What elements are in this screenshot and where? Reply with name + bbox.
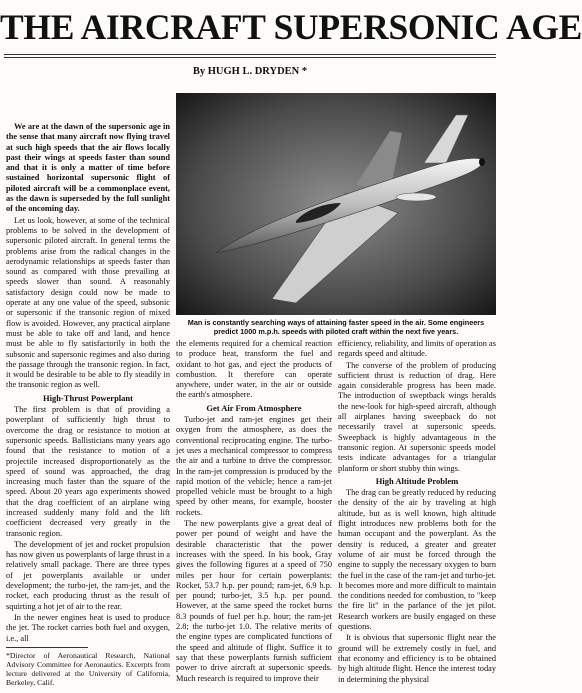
footnote-rule xyxy=(6,647,88,648)
caption-line: predict 1000 m.p.h. speeds with piloted craft within the next five years. xyxy=(213,327,459,336)
article-title: THE AIRCRAFT SUPERSONIC AGE xyxy=(0,7,582,47)
aircraft-illustration xyxy=(176,93,496,315)
section-heading: High-Thrust Powerplant xyxy=(43,392,133,403)
aircraft-photo xyxy=(176,93,496,315)
title-rule-top xyxy=(4,54,496,55)
exhaust xyxy=(479,158,485,166)
paragraph: the elements required for a chemical reaction to produce heat, transform the fuel and oxidant to hot gas, and eject the products of combustion. It therefore can operate anywhere, under water, in the air or outside the earth's atmosphere. xyxy=(176,339,332,400)
section-heading: High Altitude Problem xyxy=(375,475,459,486)
title-rule-bottom xyxy=(4,57,496,58)
paragraph: In the newer engines heat is used to produce the jet. The rocket carries both fuel and oxygen, i.e., all xyxy=(6,612,170,643)
paragraph: The drag can be greatly reduced by reducing the density of the air by traveling at high altitude, but as is well known, high altitude flight introduces new problems both for the human occupant and the powerplant. As the density is reduced, a greater and greater volume of air must be forced through the engine to supply the necessary oxygen to burn the fuel in the case of the ram-jet and turbo-jet. It becomes more and more difficult to maintain the conditions needed for combustion, to "keep the fire lit" in the parlance of the jet pilot. Research workers are busily engaged on these questions. xyxy=(338,488,496,632)
column-3 xyxy=(338,339,496,693)
paragraph: The development of jet and rocket propulsion has now given us powerplants of large thrust in a relatively small package. There are three types of jet powerplants available or under development; the turbo-jet, the ram-jet, and the rocket, each producing thrust as the result of squirting a hot jet of air to the rear. xyxy=(6,539,170,611)
paragraph: Let us look, however, at some of the technical problems to be solved in the development of supersonic piloted aircraft. In general terms the problems arise from the radical changes in the aerodynamic relationships at speeds faster than sound as compared with those prevailing at speeds slower than sound. A reasonably satisfactory design could now be made to operate at any one value of the speed, subsonic or supersonic if the transonic region of mixed flow is avoided. However, any practical airplane must be able to take off and land, and hence must be able to fly satisfactorily in both the subsonic and supersonic regimes and also during the passage through the transonic region. In fact, it would be desirable to be able to fly steadily in the transonic region as well. xyxy=(6,215,170,390)
paragraph: Turbo-jet and ram-jet engines get their oxygen from the atmosphere, as does the conventional reciprocating engine. The turbo-jet uses a mechanical compressor to compress the air and a turbine to drive the compressor. In the ram-jet compression is produced by the rapid motion of the vehicle; hence a ram-jet propelled vehicle must be brought to a high speed by other means, for example, booster rockets. xyxy=(176,415,332,517)
column-2 xyxy=(176,339,332,693)
footnote: *Director of Aeronautical Research, National Advisory Committee for Aeronautics. Excerpts from lecture delivered at the University of California, Berkeley, Calif. xyxy=(6,650,170,688)
paragraph: The converse of the problem of producing sufficient thrust is reduction of drag. Here again considerable progress has been made. The introduction of sweptback wings heralds the new-look for high-speed aircraft, although all airplanes having sweepback do not necessarily travel at supersonic speeds. Sweepback is highly advantageous in the transonic region. At supersonic speeds model tests indicate advantages for a triangular planform or short stubby thin wings. xyxy=(338,360,496,473)
paragraph: The first problem is that of providing a powerplant of sufficiently high thrust to overcome the drag or resistance to motion at supersonic speeds. Ballisticians many years ago found that the resistance to motion of a projectile increased disproportionately as the speed of sound was approached, the drag increasing much faster than the square of the speed. About 20 years ago experiments showed that the drag coefficient of an airplane wing increased suddenly many fold and the lift coefficient decreased very greatly in the transonic region. xyxy=(6,405,170,538)
column-1 xyxy=(6,122,170,693)
paragraph: The new powerplants give a great deal of power per pound of weight and have the desirable characteristic that the power increases with the speed. In his book, Gray gives the following figures at a speed of 750 miles per hour for certain powerplants: Rocket, 53.7 h.p. per pound; ram-jet, 6.9 h.p. per pound; turbo-jet, 3.5 h.p. per pound. However, at the same speed the rocket burns 8.3 pounds of fuel per h.p. hour; the ram-jet 2.8; the turbo-jet 1.0. The relative merits of the engine types are complicated functions of the speed and altitude of flight. Suffice it to say that these powerplants furnish sufficient power to drive aircraft at supersonic speeds. Much research is required to improve their xyxy=(176,519,332,683)
photo-caption xyxy=(176,318,496,336)
paragraph: It is obvious that supersonic flight near the ground will be extremely costly in fuel, and that economy and efficiency is to be obtained by high altitude flight. Hence the interest today in determining the physical xyxy=(338,633,496,684)
paragraph: We are at the dawn of the supersonic age in the sense that many aircraft now flying travel at such high speeds that the air flows locally past their wings at speeds faster than sound and that it is only a matter of time before sustained horizontal supersonic flight of piloted aircraft will be a commonplace event, as the dawn is superseded by the full sunlight of the oncoming day. xyxy=(6,122,170,214)
paragraph: efficiency, reliability, and limits of operation as regards speed and altitude. xyxy=(338,339,496,359)
caption-line: Man is constantly searching ways of attaining faster speed in the air. Some engineers xyxy=(187,318,485,327)
engine-pod xyxy=(396,193,436,201)
section-heading: Get Air From Atmosphere xyxy=(206,402,302,413)
byline: By HUGH L. DRYDEN * xyxy=(192,66,308,77)
